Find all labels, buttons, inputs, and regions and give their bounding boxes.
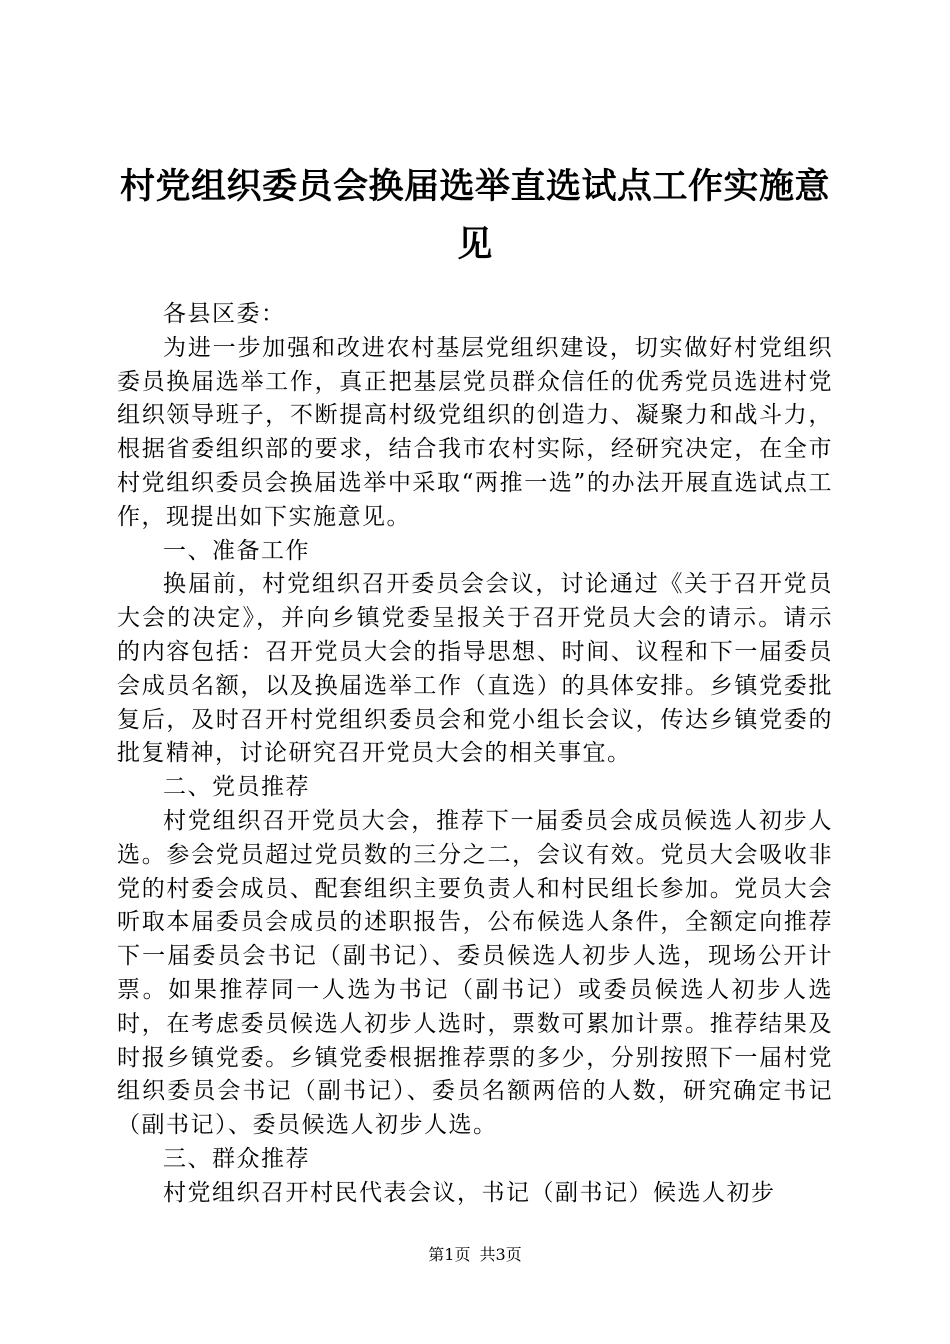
section-heading-2: 二、党员推荐 [163, 774, 310, 801]
paragraph-intro: 为进一步加强和改进农村基层党组织建设，切实做好村党组织委员换届选举工作，真正把基层党员群众信任的优秀党员选进村党组织领导班子，不断提高村级党组织的创造力、凝聚力和战斗力，根据省委组织部的要求，结合我市农村实际，经研究决定，在全市村党组织委员会换届选举中采取“两推一选”的办法开展直选试点工作，现提出如下实施意见。 [117, 334, 833, 530]
section-heading-3: 三、群众推荐 [163, 1145, 310, 1172]
salutation: 各县区委： [163, 301, 286, 327]
section-heading-1: 一、准备工作 [163, 537, 310, 564]
page-number: 第1页 [428, 1245, 471, 1264]
paragraph-party-recommendation: 村党组织召开党员大会，推荐下一届委员会成员候选人初步人选。参会党员超过党员数的三分之二，会议有效。党员大会吸收非党的村委会成员、配套组织主要负责人和村民组长参加。党员大会听取本届委员会成员的述职报告，公布候选人条件，全额定向推荐下一届委员会书记（副书记）、委员候选人初步人选，现场公开计票。如果推荐同一人选为书记（副书记）或委员候选人初步人选时，在考虑委员候选人初步人选时，票数可累加计票。推荐结果及时报乡镇党委。乡镇党委根据推荐票的多少，分别按照下一届村党组织委员会书记（副书记）、委员名额两倍的人数，研究确定书记（副书记）、委员候选人初步人选。 [117, 807, 833, 1139]
paragraph-preparation: 换届前，村党组织召开委员会会议，讨论通过《关于召开党员大会的决定》，并向乡镇党委呈报关于召开党员大会的请示。请示的内容包括：召开党员大会的指导思想、时间、议程和下一届委员会成员名额，以及换届选举工作（直选）的具体安排。乡镇党委批复后，及时召开村党组织委员会和党小组长会议，传达乡镇党委的批复精神，讨论研究召开党员大会的相关事宜。 [117, 571, 833, 767]
document-body [117, 298, 833, 1211]
page-total: 共3页 [479, 1245, 522, 1264]
page-footer [0, 1245, 950, 1265]
paragraph-public-recommendation: 村党组织召开村民代表会议，书记（副书记）候选人初步 [163, 1179, 776, 1206]
document-title: 村党组织委员会换届选举直选试点工作实施意见 [120, 167, 831, 265]
